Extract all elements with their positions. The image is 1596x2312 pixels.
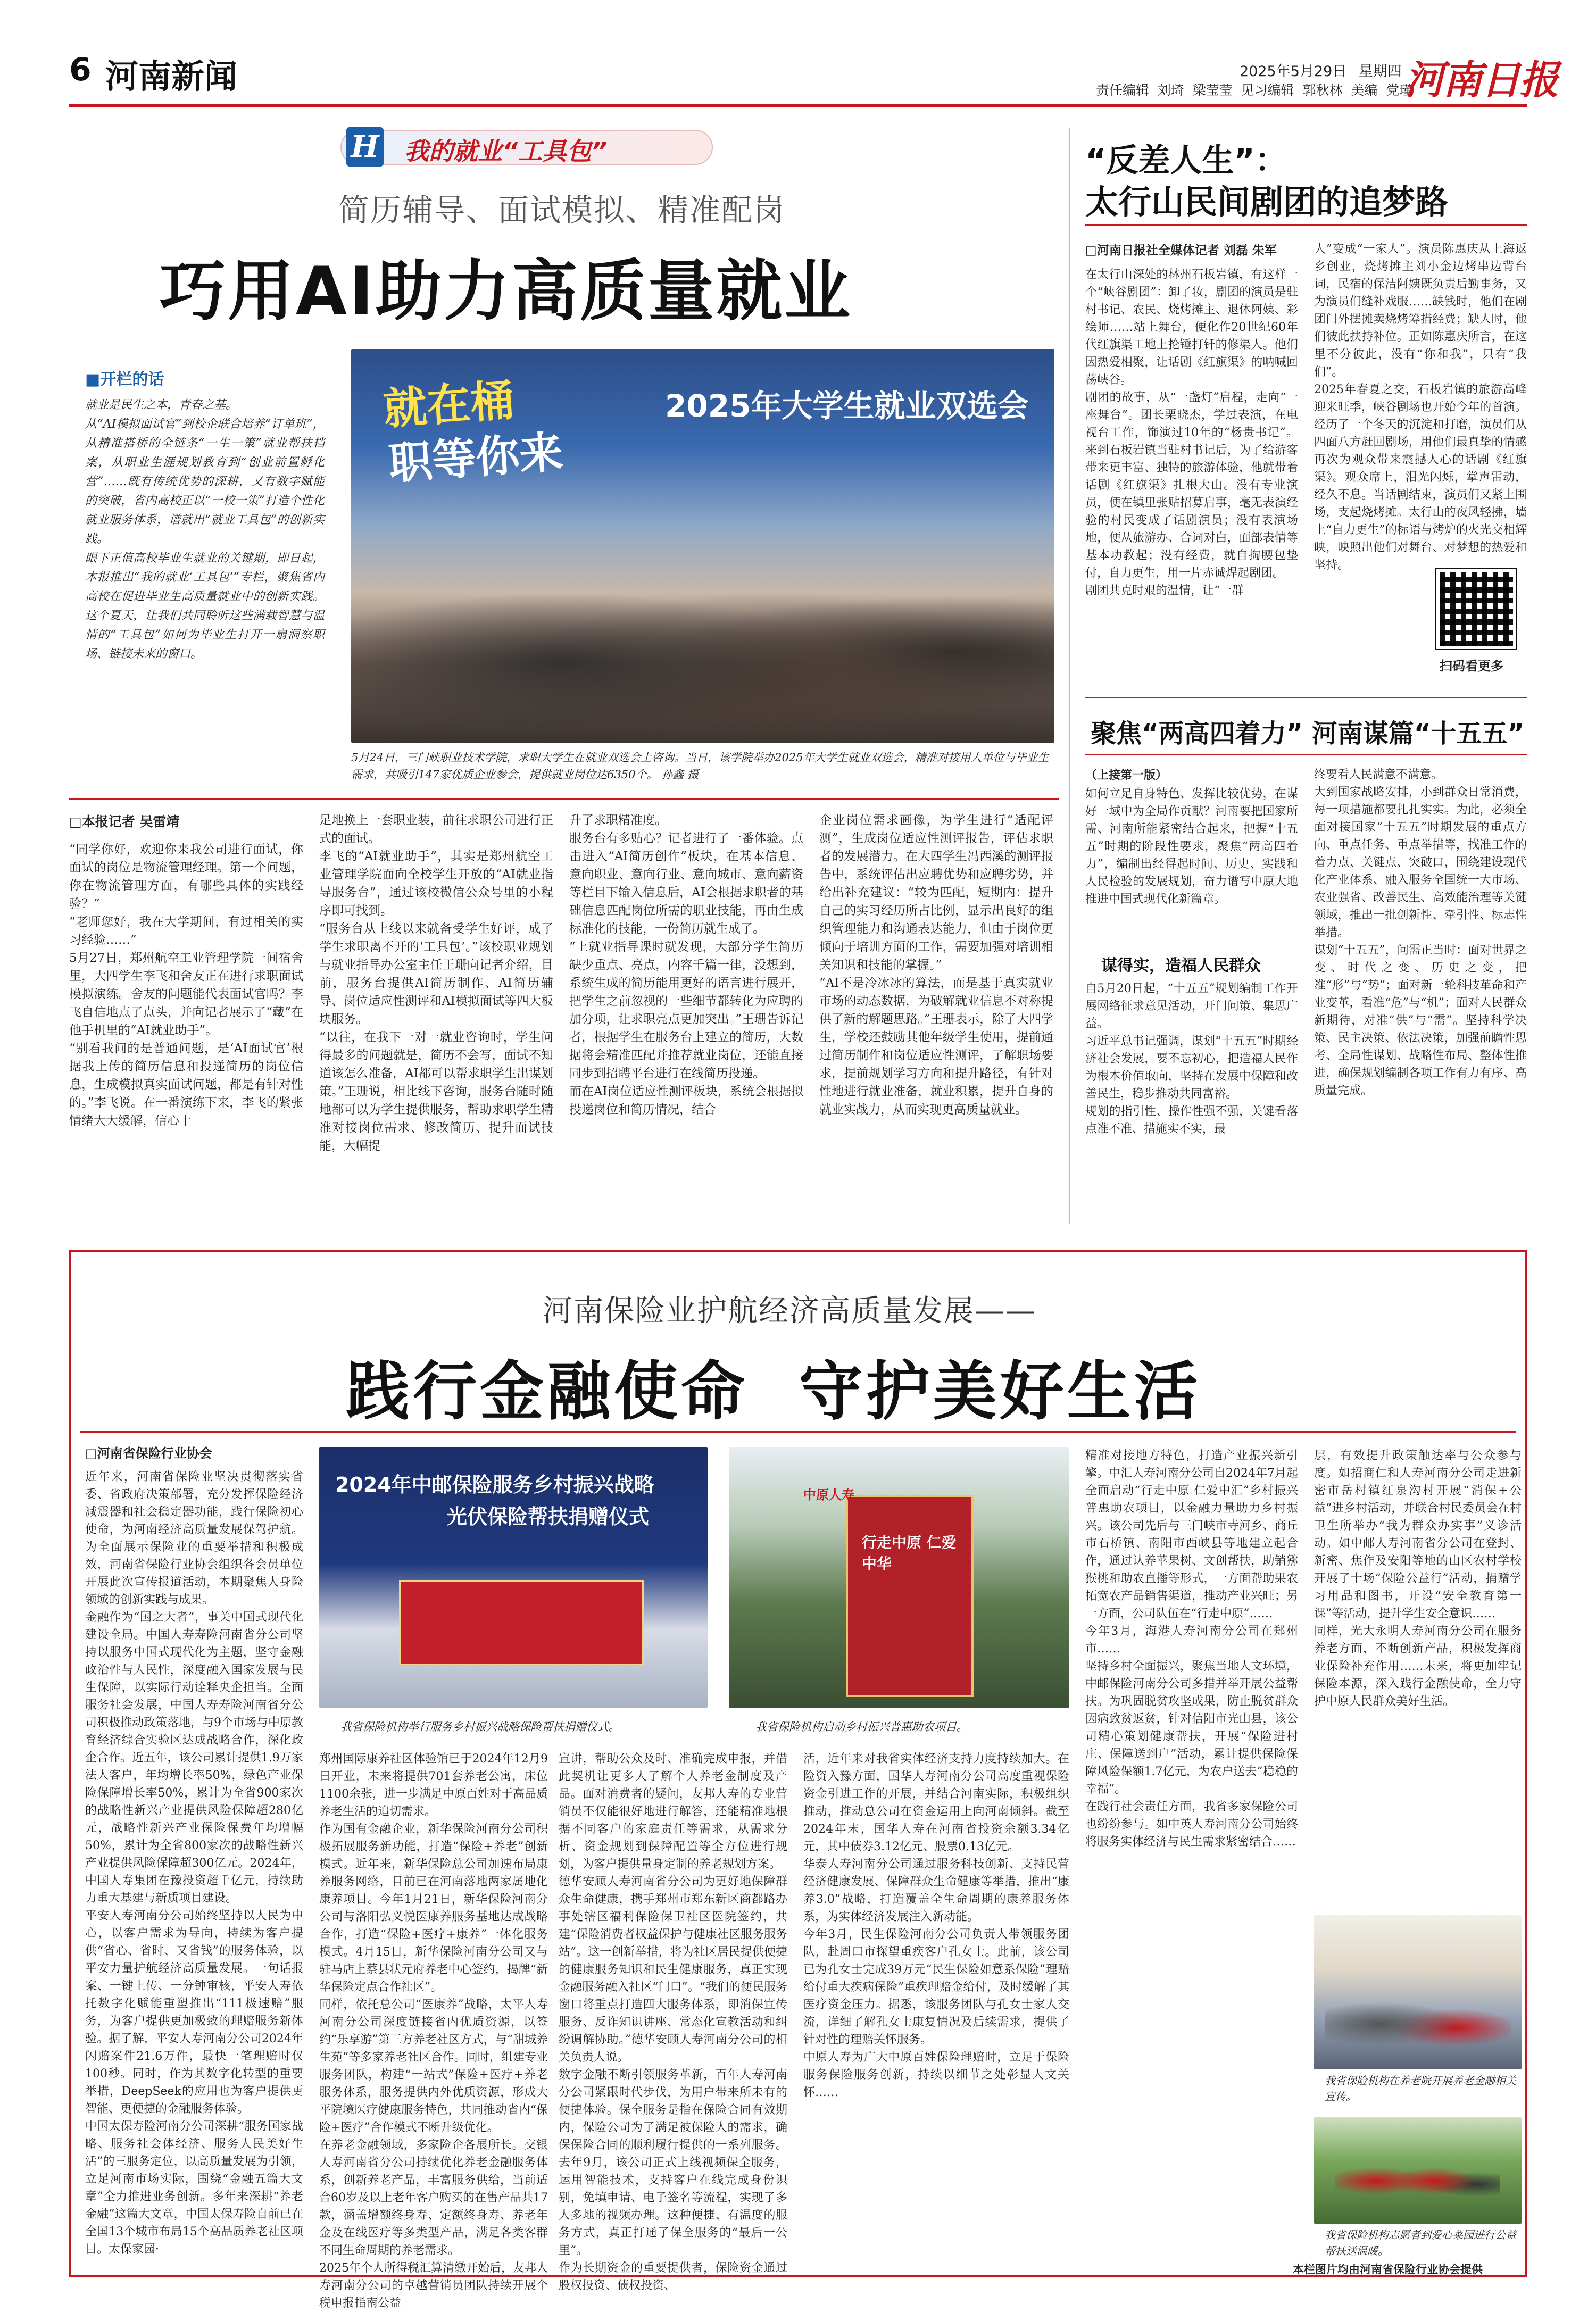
masthead-rule <box>69 104 1527 107</box>
right-article-col2: 人”变成“一家人”。演员陈惠庆从上海返乡创业，烧烤摊主刘小金边烤串边背台词，民宿的保洁阿姨既负责后勤事务，又为演员们缝补戏服……缺钱时，他们在剧团门外摆摊卖烧烤筹措经费；缺人时，他们彼此扶持补位。正如陈惠庆所言，在这里不分彼此，没有“你和我”，只有“我们”。 2025年春夏之交，石板岩镇的旅游高峰迎来旺季，峡谷剧场也开始今年的首演。经历了一个冬天的沉淀和打磨，演员们从四面八方赶回剧场，用他们最真挚的情感再次为观众带来震撼人心的话剧《红旗渠》。观众席上，泪光闪烁，掌声雷动，经久不息。当话剧结束，演员们又紧上围场，支起烧烤摊。太行山的夜风轻拂，墙上“自力更生”的标语与烤炉的火光交相辉映，映照出他们对舞台、对梦想的热爱和坚持。 <box>1314 243 1527 572</box>
bottom-col1: 近年来，河南省保险业坚决贯彻落实省委、省政府决策部署，充分发挥保险经济减震器和社会稳定器功能，践行保险初心使命，为河南经济高质量发展保驾护航。为全面展示保险业的重要举措和积极成效，河南省保险行业协会组织各会员单位开展此次宣传报道活动，本期聚焦人身险领域的创新实践与成果。 金融作为“国之大者”，事关中国式现代化建设全局。中国人寿寿险河南省分公司坚持以服务中国式现代化为主题，坚守金融政治性与人民性，深度融入国家发展与民生保障，以实际行动诠释央企担当。全面服务社会发展，中国人寿寿险河南省分公司积极推动政策落地，与9个市场与中原教育经济综合实验区达成战略合作，深化政企合作。近五年，该公司累计提供1.9万家法人客户，年均增长率50%，绿色产业保险保障增长率50%，累计为全省900家次的战略性新兴产业提供风险保障超280亿元，战略性新兴产业保险保费年均增幅50%，累计为全省800家次的战略性新兴产业提供风险保障超300亿元。2024年，中国人寿集团在豫投资超千亿元，持续助力重大基建与新质项目建设。 平安人寿河南分公司始终坚持以人民为中心，以客户需求为导向，持续为客户提供“省心、省时、又省钱”的服务体验，以平安力量护航经济高质量发展。一句话报案、一键上传、一分钟审核，平安人寿依托数字化赋能重塑推出“111极速赔”服务，为客户提供更加极致的理赔服务新体验。据了解，平安人寿河南分公司2024年闪赔案件21.6万件，最快一笔理赔时仅100秒。同时，作为其数字化转型的重要举措，DeepSeek的应用也为客户提供更智能、更便捷的金融服务体验。 中国太保寿险河南分公司深耕“服务国家战略、服务社会体经济、服务人民美好生活”的三服务定位，以高质量发展为引领，立足河南市场实际，围绕“金融五篇大文章”全力推进业务创新。多年来深耕“养老金融”这篇大文章，中国太保寿险自前已在全国13个城市布局15个高品质养老社区项目。太保家园· <box>85 1470 303 2256</box>
article-headline: 巧用AI助力高质量就业 <box>160 253 853 330</box>
right-mid-rule-top <box>1085 697 1527 698</box>
right-headline-1: “反差人生”： <box>1085 142 1287 179</box>
photo-banner-text-1: 就在桶 <box>381 375 516 435</box>
elderly-people-group <box>1325 1990 1511 2059</box>
volunteer-garden-photo <box>1314 2117 1522 2224</box>
right-mid-subhead: 谋得实，造福人民群众 <box>1101 957 1261 975</box>
top-article-col2: 足地换上一套职业装，前往求职公司进行正式的面试。 李飞的“AI就业助手”，其实是郑州航空工业管理学院面向全校学生开放的“AI就业指导服务台”，通过该校微信公众号里的小程序即可找到。 “服务台从上线以来就备受学生好评，成了学生求职离不开的‘工具包’。”该校职业规划与就业指导办公室主任王珊向记者介绍，目前，服务台提供AI简历制作、AI简历辅导、岗位适应性测评和AI模拟面试等四大板块服务。 “以往，在我下一对一就业咨询时，学生问得最多的问题就是，简历不会写，面试不知道该怎么准备，AI都可以帮求职学生出谋划策。”王珊说，相比线下咨询，服务台随时随地都可以为学生提供服务，帮助求职学生精准对接岗位需求、修改简历、提升面试技能，大幅提 <box>319 813 553 1153</box>
continued-label: （上接第一版） <box>1085 769 1168 782</box>
top-article-col4: 企业岗位需求画像，为学生进行“适配评测”，生成岗位适应性测评报告，评估求职者的发展潜力。在大四学生冯西溪的测评报告中，系统评估出应聘优势和应聘劣势，并给出补充建议：“较为匹配，短期内：提升自己的实习经历所占比例，显示出良好的组织管理能力和沟通表达能力，但由于岗位更倾向于培训方面的工作，需要加强对培训相关知识和技能的掌握。” “AI不是冷冰冰的算法，而是基于真实就业市场的动态数据，为破解就业信息不对称提供了新的解题思路。”王珊表示，除了大四学生，学校还鼓励其他年级学生使用，提前通过简历制作和岗位适应性测评，了解职场要求，提前规划学习方向和提升路径，有针对性地进行就业准备，就业积累，提升自身的就业实战力，从而实现更高质量就业。 <box>819 813 1053 1117</box>
article-divider <box>69 798 1059 800</box>
photo1-banner-1: 2024年中邮保险服务乡村振兴战略 <box>335 1473 654 1496</box>
bottom-col3: 宣讲，帮助公众及时、准确完成申报，并借此契机让更多人了解个人养老金制度及产品。面对消费者的疑问，友邦人寿的专业营销员不仅能很好地进行解答，还能精准地根据不同客户的家庭责任等需求，从需求分析、资金规划到保障配置等全方位进行规划，为客户提供量身定制的养老规划方案。 德华安顾人寿河南省分公司为更好地保障群众生命健康，携手郑州市郑东新区商都路办事处辖区福利保险保卫社区医院签约，共建“保险消费者权益保护与健康社区服务服务站”。这一创新举措，将为社区居民提供便捷的健康服务知识和民生健康服务，真正实现金融服务融入社区“门口”。“我们的便民服务窗口将重点打造四大服务体系，即消保宣传服务、反诈知识讲座、常态化宣教活动和纠纷调解协助。”德华安顾人寿河南分公司的相关负责人说。 数字金融不断引领服务革新，百年人寿河南分公司紧跟时代步伐，为用户带来所未有的便捷体验。保全服务是指在保险合同有效期内，保险公司为了满足被保险人的需求，确保保险合同的顺利履行提供的一系列服务。去年9月，该公司正式上线视频保全服务，运用智能技术，支持客户在线完成身份识别，免填申请、电子签名等流程，实现了多人多地的视频办理。这种便捷、有温度的服务方式，真正打通了保全服务的“最后一公里”。 作为长期资金的重要提供者，保险资金通过股权投资、债权投资、 <box>559 1752 787 2292</box>
editors-note-label: ■开栏的话 <box>85 370 164 389</box>
photo2-sign-2: 行走中原 仁爱中华 <box>862 1534 957 1573</box>
column-badge-letter: H <box>346 127 384 167</box>
photo2-sign-1: 中原人寿 <box>803 1487 854 1502</box>
volunteers <box>1335 2149 1500 2213</box>
photo-banner-text-2: 职等你来 <box>387 427 565 490</box>
donation-ceremony-photo <box>319 1447 708 1708</box>
photo-banner-event: 2025年大学生就业双选会 <box>665 388 1029 424</box>
right-headline-rule <box>1085 224 1527 226</box>
qr-code[interactable] <box>1436 569 1516 649</box>
paper-logo: 河南日报 <box>1404 57 1558 103</box>
bottom-kicker: 河南保险业护航经济高质量发展—— <box>543 1294 1036 1328</box>
bottom-headline-rule <box>80 1431 1516 1433</box>
bottom-byline: □河南省保险行业协会 <box>85 1446 212 1461</box>
top-byline: □本报记者 吴雷靖 <box>69 814 180 829</box>
donation-board <box>399 1580 644 1665</box>
column-name: 我的就业“工具包” <box>404 137 608 165</box>
job-fair-photo <box>351 349 1054 743</box>
rural-banner-stand <box>846 1495 974 1697</box>
right-article-col1: 在太行山深处的林州石板岩镇，有这样一个“峡谷剧团”：卸了妆，剧团的演员是驻村书记、农民、烧烤摊主、退休阿姨、彩绘师……站上舞台，便化作20世纪60年代红旗渠工地上抡锤打钎的修渠人。他们因热爱相聚，让话剧《红旗渠》的呐喊回荡峡谷。 剧团的故事，从“一盏灯”启程，走向“一座舞台”。团长栗晓杰，学过表演，在电视台工作，饰演过10年的“杨贵书记”。来到石板岩镇当驻村书记后，为了给游客带来更丰富、独特的旅游体验，他就带着话剧《红旗渠》扎根大山。没有专业演员，便在镇里张贴招募启事，毫无表演经验的村民变成了话剧演员；没有表演场地，便从旅游办、合词对白，面部表情等基本功教起；没有经费，就自掏腰包垫付，自力更生，用一片赤诚焊起剧团。 剧团共克时艰的温情，让“一群 <box>1085 268 1298 597</box>
photo4-caption: 我省保险机构志愿者到爱心菜园进行公益帮扶送温暖。 <box>1325 2228 1516 2257</box>
column-separator <box>1069 128 1070 1224</box>
photo1-banner-2: 光伏保险帮扶捐赠仪式 <box>447 1505 650 1528</box>
rural-project-photo <box>729 1447 1069 1708</box>
right-headline-2: 太行山民间剧团的追梦路 <box>1085 182 1449 221</box>
photo-credit: 本栏图片均由河南省保险行业协会提供 <box>1293 2263 1483 2276</box>
bottom-col5: 精准对接地方特色，打造产业振兴新引擎。中汇人寿河南分公司自2024年7月起全面启动“行走中原 仁爱中汇”乡村振兴普惠助农项目，以金融力量助力乡村振兴。该公司先后与三门峡市寺河乡、商丘市石桥镇、南阳市西峡县等地建立起合作，通过认养苹果树、文创帮扶，助销猕猴桃和助农直播等形式，一方面帮助果农拓宽农产品销售渠道，推动产业兴旺；另一方面，公司队伍在“行走中原”…… 今年3月，海港人寿河南分公司在郑州市…… 坚持乡村全面振兴，聚焦当地人文环境，中邮保险河南分公司多措并举开展公益帮扶。为巩固脱贫攻坚成果，防止脱贫群众因病致贫返贫，针对信阳市光山县，该公司精心策划健康帮扶，开展“保险进村庄、保障送到户”活动，累计提供保险保障风险保额1.7亿元，为农户送去“稳稳的幸福”。 在践行社会责任方面，我省多家保险公司也纷纷参与。如中英人寿河南分公司始终将服务实体经济与民生需求紧密结合…… <box>1085 1449 1298 1849</box>
issue-date <box>1240 60 1402 80</box>
bottom-col6: 层，有效提升政策触达率与公众参与度。如招商仁和人寿河南分公司走进新密市岳村镇红泉沟村开展“消保+公益”进乡村活动，并联合村民委员会在村卫生所举办“我为群众办实事”义诊活动。如中邮人寿河南省分公司在登封、新密、焦作及安阳等地的山区农村学校开展了十场“保险公益行”活动，捐赠学习用品和图书，开设“安全教育第一课”等活动，提升学生安全意识…… 同样，光大永明人寿河南分公司在服务养老方面，不断创新产品，积极发挥商业保险补充作用……未来，将更加牢记保险本源，深入践行金融使命，全力守护中原人民群众美好生活。 <box>1314 1449 1522 1708</box>
editors-note: 就业是民生之本，青春之基。 从“AI模拟面试官”到校企联合培养“订单班”，从精准搭桥的全链条“一生一策”就业帮扶档案，从职业生涯规划教育到“创业前置孵化营”……既有传统优势的深耕，又有数字赋能的突破，省内高校正以“一校一策”打造个性化就业服务体系，谱就出“就业工具包”的创新实践。 眼下正值高校毕业生就业的关键期，即日起，本报推出“我的就业‘工具包’”专栏，聚焦省内高校在促进毕业生高质量就业中的创新实践。这个夏天，让我们共同聆听这些满载智慧与温情的“工具包”如何为毕业生打开一扇洞察职场、链接未来的窗口。 <box>85 398 325 661</box>
right-mid-col2: 终要看人民满意不满意。 大到国家战略安排，小到群众日常消费，每一项措施都要扎扎实实。为此，必须全面对接国家“十五五”时期发展的重点方向、重点任务、重点举措等，找准工作的着力点、关键点、突破口，围绕建设现代化产业体系、融入服务全国统一大市场、农业强省、改善民生、高效能治理等关键领域，推出一批创新性、牵引性、标志性举措。 谋划“十五五”，问需正当时：面对世界之变、时代之变、历史之变，把准“形”与“势”；面对新一轮科技革命和产业变革，看准“危”与“机”；面对人民群众新期待，对准“供”与“需”。坚持科学决策、民主决策、依法决策，加强前瞻性思考、全局性谋划、战略性布局、整体性推进，确保规划编制各项工作有力有序、高质量完成。 <box>1314 768 1527 1097</box>
photo2-caption: 我省保险机构启动乡村振兴普惠助农项目。 <box>755 1720 968 1733</box>
editors-line: 责任编辑 刘琦 梁莹莹 见习编辑 郭秋林 美编 党瑾 <box>1096 82 1413 98</box>
photo3-caption: 我省保险机构在养老院开展养老金融相关宣传。 <box>1325 2074 1516 2103</box>
qr-label: 扫码看更多 <box>1440 659 1503 673</box>
weekday-text: 星期四 <box>1358 63 1402 80</box>
article-subtitle: 简历辅导、面试模拟、精准配岗 <box>338 192 786 228</box>
elderly-care-photo <box>1314 1915 1522 2069</box>
page-number: 6 <box>69 51 92 88</box>
right-mid-rule-bottom <box>1085 754 1527 755</box>
right-mid-col1b: 自5月20日起，“十五五”规划编制工作开展网络征求意见活动，开门问策、集思广益。 习近平总书记强调，谋划“十五五”时期经济社会发展，要不忘初心，把造福人民作为根本价值取向，坚持在发展中保障和改善民生，稳步推动共同富裕。 规划的指引性、操作性强不强，关键看落点准不准、措施实不实，最 <box>1085 982 1298 1136</box>
top-article-col3: 升了求职精准度。 服务台有多贴心？记者进行了一番体验。点击进入“AI简历创作”板块，在基本信息、意向职业、意向行业、意向城市、意向薪资等栏目下输入信息后，AI会根据求职者的基础信息匹配岗位所需的职业技能，再由生成标准化的技能，一份简历就生成了。 “上就业指导课时就发现，大部分学生简历缺少重点、亮点，内容千篇一律，没想到，系统生成的简历能用更好的语言进行展开，把学生之前忽视的一些细节都转化为应聘的加分项，让求职亮点更加突出。”王珊告诉记者，根据学生在服务台上建立的简历，大数据将会精准匹配并推荐就业岗位，还能直接同步到招聘平台进行在线简历投递。 而在AI岗位适应性测评板块，系统会根据拟投递岗位和简历情况，结合 <box>569 813 803 1117</box>
right-mid-col1: 如何立足自身特色、发挥比较优势，在谋好一域中为全局作贡献？河南要把国家所需、河南所能紧密结合起来，把握“十五五”时期的阶段性要求，聚焦“两高四着力”，编制出经得起时间、历史、实践和人民检验的发展规划，奋力谱写中原大地推进中国式现代化新篇章。 <box>1085 787 1298 906</box>
bottom-headline: 践行金融使命 守护美好生活 <box>346 1355 1201 1429</box>
photo1-caption: 我省保险机构举行服务乡村振兴战略保险帮扶捐赠仪式。 <box>340 1720 620 1733</box>
section-title: 河南新闻 <box>105 57 238 96</box>
bottom-col4: 活，近年来对我省实体经济支持力度持续加大。在险资入豫方面，国华人寿河南分公司高度重视保险资金引进工作的开展，并结合河南实际，积极组织推动，推动总公司在资金运用上向河南倾斜。截至2024年末，国华人寿在河南省投资余额3.34亿元，其中债券3.12亿元、股票0.13亿元。 华泰人寿河南分公司通过服务科技创新、支持民营经济健康发展、保障群众生命健康等举措，推出“康养3.0”战略，打造覆盖全生命周期的康养服务体系，为实体经济发展注入新动能。 今年3月，民生保险河南分公司负责人带领服务团队，赴周口市探望重疾客户孔女士。此前，该公司已为孔女士完成39万元“民生保险如意系保险”理赔给付重大疾病保险”重疾理赔金给付，及时缓解了其医疗资金压力。据悉，该服务团队与孔女士家人交流，详细了解孔女士康复情况及后续需求，提供了针对性的理赔关怀服务。 中原人寿为广大中原百姓保险理赔时，立足于保险服务保险服务创新，持续以细节之处彰显人文关怀…… <box>803 1752 1069 2099</box>
date-text: 2025年5月29日 <box>1240 63 1347 80</box>
bottom-col2: 郑州国际康养社区体验馆已于2024年12月9日开业，未来将提供701套养老公寓，床位1100余张，进一步满足中原百姓对于高品质养老生活的追切需求。 作为国有金融企业，新华保险河南分公司积极拓展服务新功能，打造“保险+养老”创新模式。近年来，新华保险总公司加速布局康养服务网络，目前已在河南落地两家属地化康养项目。今年1月21日，新华保险河南分公司与洛阳弘义悦医康养服务基地达成战略合作，打造“保险+医疗+康养”一体化服务模式。4月15日，新华保险河南分公司又与驻马店上蔡县状元府养老中心签约，揭牌“新华保险定点合作社区”。 同样，依托总公司“医康养”战略，太平人寿河南分公司深度链接省内优质资源，以签约“乐享游”第三方养老社区方式，与“甜城养生苑”等多家养老社区合作。同时，组建专业服务团队，构建“一站式”保险+医疗+养老服务体系，服务提供内外优质资源，形成大平院境医疗健康服务特色，共同推动省内“保险+医疗”合作模式不断升级优化。 在养老金融领域，多家险企各展所长。交银人寿河南省分公司持续优化养老金融服务体系，创新养老产品，丰富服务供给，当前适合60岁及以上老年客户购买的在售产品共17款，涵盖增额终身寿、定额终身寿、养老年金及在线医疗等多类型产品，满足各类客群不同生命周期的养老需求。 2025年个人所得税汇算清缴开始后，友邦人寿河南分公司的卓越营销员团队持续开展个税申报指南公益 <box>319 1752 548 2310</box>
right-mid-headline: 聚焦“两高四着力” 河南谋篇“十五五” <box>1091 719 1524 749</box>
photo-crowd <box>351 540 1054 743</box>
right-byline: □河南日报社全媒体记者 刘磊 朱军 <box>1085 244 1277 257</box>
photo-caption: 5月24日，三门峡职业技术学院，求职大学生在就业双选会上咨询。当日，该学院举办2025年大学生就业双选会，精准对接用人单位与毕业生需求，共吸引147家优质企业参会，提供就业岗位达6350个。 孙鑫 摄 <box>351 751 1049 781</box>
top-article-col1: “同学你好，欢迎你来我公司进行面试，你面试的岗位是物流管理经理。第一个问题，你在物流管理方面，有哪些具体的实践经验？” “老师您好，我在大学期间，有过相关的实习经验……” 5月27日，郑州航空工业管理学院一间宿舍里，大四学生李飞和舍友正在进行求职面试模拟演练。舍友的问题能代表面试官吗？李飞自信地点了点头，并向记者展示了“藏”在他手机里的“AI就业助手”。 “别看我问的是普通问题，是‘AI面试官’根据我上传的简历信息和投递简历的岗位信息，生成模拟真实面试问题，都是有针对性的。”李飞说。在一番演练下来，李飞的紧张情绪大大缓解，信心十 <box>69 843 303 1128</box>
